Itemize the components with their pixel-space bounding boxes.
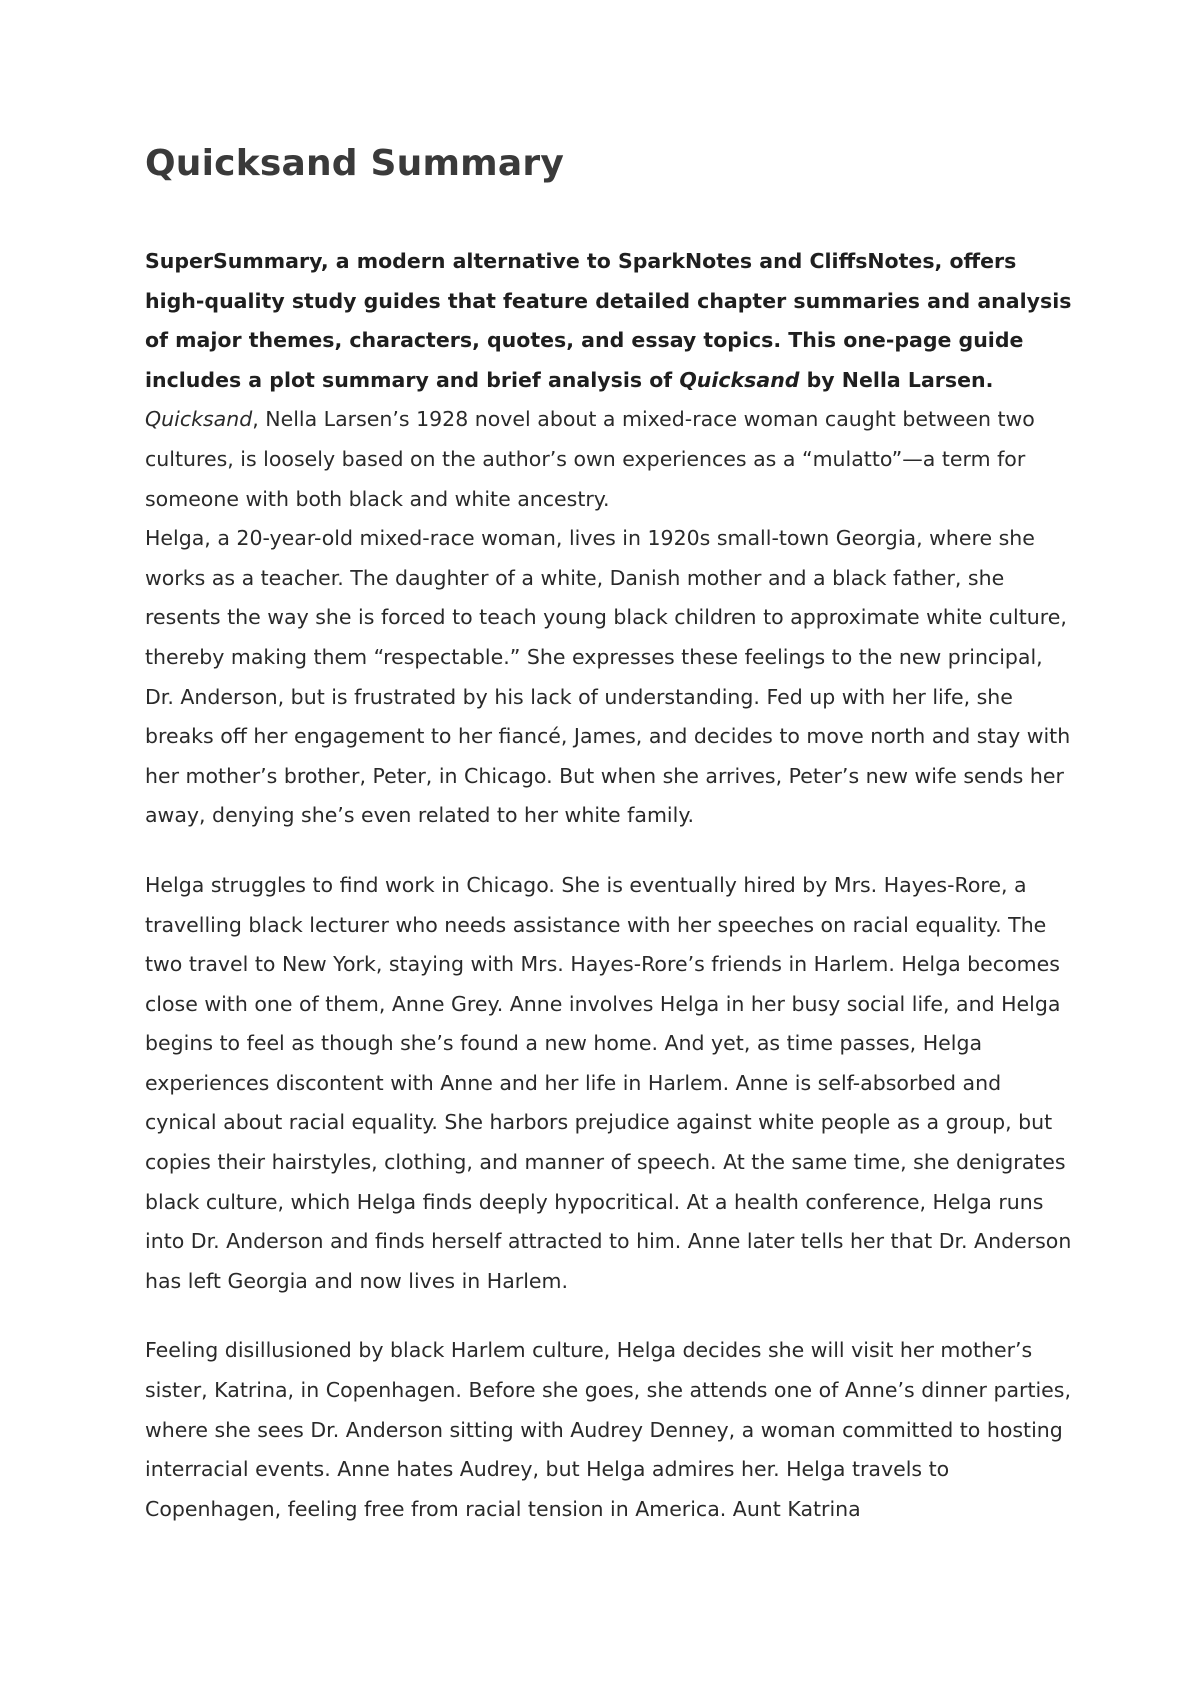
body-paragraph-3: Helga struggles to find work in Chicago. She is eventually hired by Mrs. Hayes-Rore, a travelling black lecturer who needs assistance with her speeches on racial equality. The two travel to New York, staying with Mrs. Hayes-Rore’s friends in Harlem. Helga becomes close with one of them, Anne Grey. Anne involves Helga in her busy social life, and Helga begins to feel as though she’s found a new home. And yet, as time passes, Helga experiences discontent with Anne and her life in Harlem. Anne is self-absorbed and cynical about racial equality. She harbors prejudice against white people as a group, but copies their hairstyles, clothing, and manner of speech. At the same time, she denigrates black culture, which Helga finds deeply hypocritical. At a health conference, Helga runs into Dr. Anderson and finds herself attracted to him. Anne later tells her that Dr. Anderson has left Georgia and now lives in Harlem. bbox=[145, 872, 1072, 1293]
page-title: Quicksand Summary bbox=[145, 143, 564, 184]
paragraph-1-text: , Nella Larsen’s 1928 novel about a mixed-race woman caught between two cultures, is loosely based on the author’s own experiences as a “mulatto”—a term for someone with both black and white ancestry. bbox=[145, 407, 1035, 511]
body-paragraph-4: Feeling disillusioned by black Harlem culture, Helga decides she will visit her mother’s sister, Katrina, in Copenhagen. Before she goes, she attends one of Anne’s dinner parties, where she sees Dr. Anderson sitting with Audrey Denney, a woman committed to hosting interracial events. Anne hates Audrey, but Helga admires her. Helga travels to Copenhagen, feeling free from racial tension in America. Aunt Katrina bbox=[145, 1338, 1071, 1521]
intro-paragraph bbox=[145, 242, 1075, 400]
intro-text-before: SuperSummary, a modern alternative to SparkNotes and CliffsNotes, offers high-quality study guides that feature detailed chapter summaries and analysis of major themes, characters, quotes, and essay topics. This one-page guide includes a plot summary and brief analysis of bbox=[145, 249, 1072, 392]
intro-text-after: by Nella Larsen. bbox=[799, 367, 994, 392]
document-body bbox=[145, 140, 1075, 1529]
intro-book-title: Quicksand bbox=[679, 367, 800, 392]
paragraph-1-book-title: Quicksand bbox=[145, 407, 253, 432]
body-paragraph-2: Helga, a 20-year-old mixed-race woman, lives in 1920s small-town Georgia, where she works as a teacher. The daughter of a white, Danish mother and a black father, she resents the way she is forced to teach young black children to approximate white culture, thereby making them “respectable.” She expresses these feelings to the new principal, Dr. Anderson, but is frustrated by his lack of understanding. Fed up with her life, she breaks off her engagement to her fiancé, James, and decides to move north and stay with her mother’s brother, Peter, in Chicago. But when she arrives, Peter’s new wife sends her away, denying she’s even related to her white family. bbox=[145, 526, 1071, 828]
body-paragraph-1 bbox=[145, 400, 1075, 519]
